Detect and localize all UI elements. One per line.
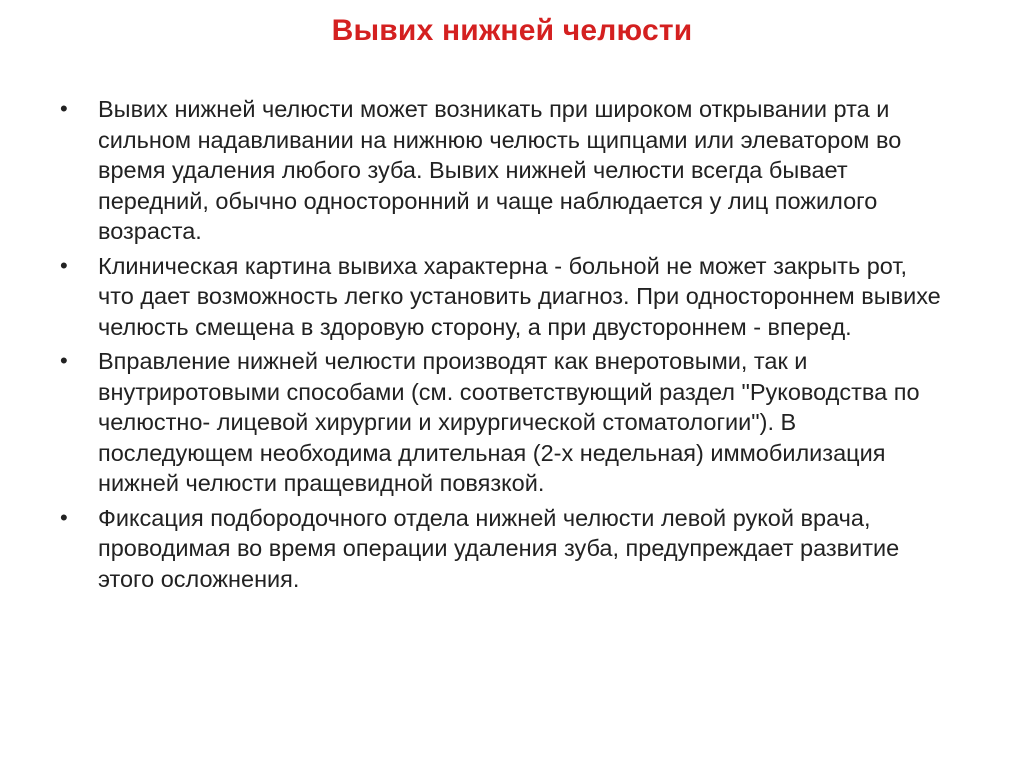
bullet-item bbox=[58, 251, 948, 343]
bullet-item bbox=[58, 346, 948, 499]
bullet-dot-icon: • bbox=[60, 96, 68, 121]
bullet-dot-icon: • bbox=[60, 348, 68, 373]
bullet-text: Клиническая картина вывиха характерна - больной не может закрыть рот, что дает возможность легко установить диагноз. При одностороннем вывихе челюсть смещена в здоровую сторону, а при двустороннем - вперед. bbox=[98, 252, 941, 340]
bullet-text: Фиксация подбородочного отдела нижней челюсти левой рукой врача, проводимая во время операции удаления зуба, предупреждает развитие этого осложнения. bbox=[98, 504, 900, 592]
bullet-text: Вправление нижней челюсти производят как внеротовыми, так и внутриротовыми способами (см. соответствующий раздел "Руководства по челюстно- лицевой хирургии и хирургической стоматологии"). В последующем необходима длительная (2-х недельная) иммобилизация нижней челюсти пращевидной повязкой. bbox=[98, 348, 920, 496]
bullet-item bbox=[58, 94, 948, 247]
bullet-dot-icon: • bbox=[60, 252, 68, 278]
bullet-dot-icon: • bbox=[60, 504, 68, 530]
slide-title: Вывих нижней челюсти bbox=[331, 14, 693, 47]
bullet-text: Вывих нижней челюсти может возникать при широком открывании рта и сильном надавливании на нижнюю челюсть щипцами или элеватором во время удаления любого зуба. Вывих нижней челюсти всегда бывает передний, обычно односторонний и чаще наблюдается у лиц пожилого возраста. bbox=[98, 96, 902, 244]
bullet-item bbox=[58, 503, 948, 595]
bullet-list bbox=[58, 94, 948, 598]
